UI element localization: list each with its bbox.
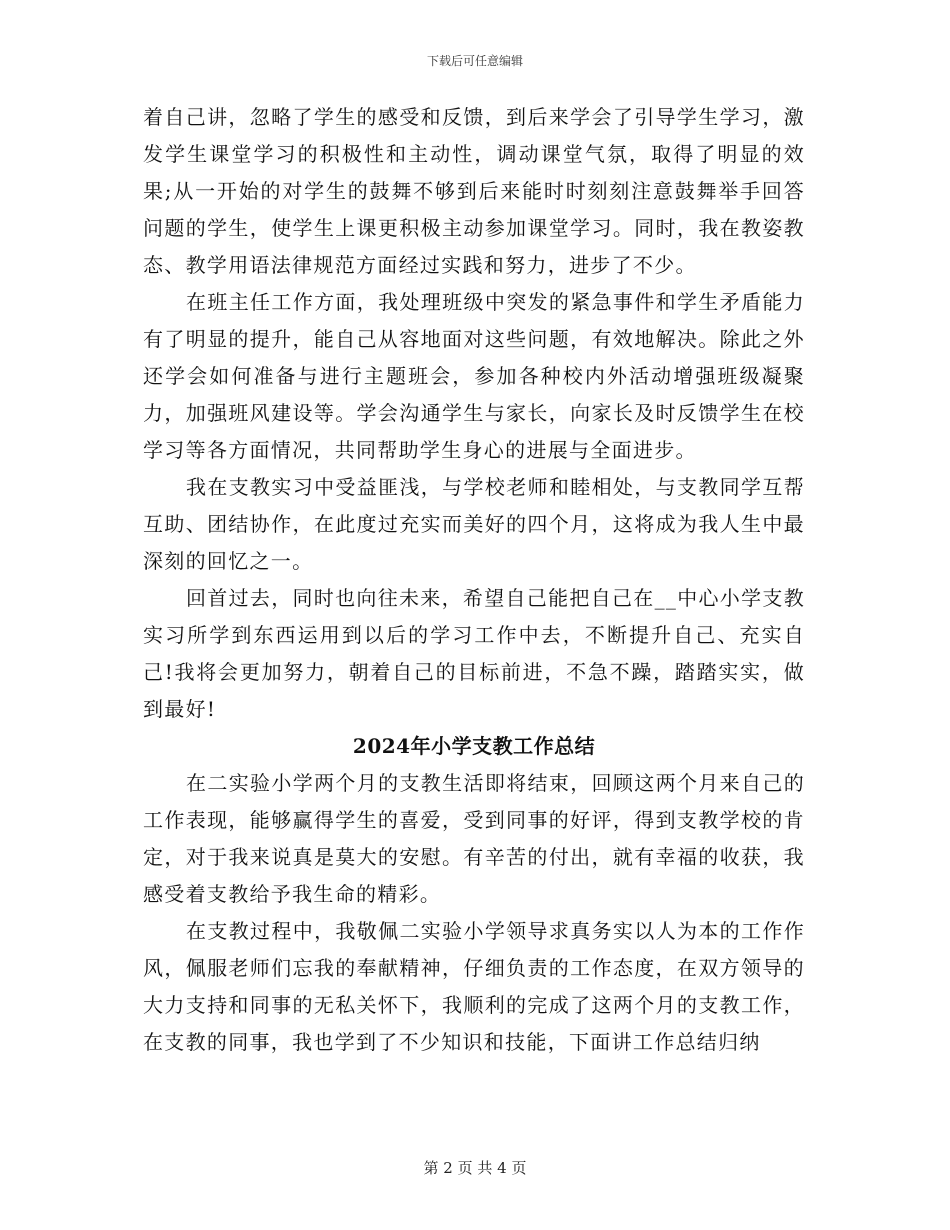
paragraph-process: 在支教过程中，我敬佩二实验小学领导求真务实以人为本的工作作风，佩服老师们忘我的奉献精神，仔细负责的工作态度，在双方领导的大力支持和同事的无私关怀下，我顺利的完成了这两个月的支教工作，在支教的同事，我也学到了不少知识和技能，下面讲工作总结归纳 xyxy=(143,919,805,1054)
paragraph-looking-forward: 回首过去，同时也向往未来，希望自己能把自己在__中心小学支教实习所学到东西运用到以后的学习工作中去，不断提升自己、充实自己!我将会更加努力，朝着自己的目标前进，不急不躁，踏踏实实，做到最好! xyxy=(143,586,805,721)
page-header-note: 下载后可任意编辑 xyxy=(426,54,523,68)
document-body xyxy=(143,99,805,1061)
paragraph-benefits: 我在支教实习中受益匪浅，与学校老师和睦相处，与支教同学互帮互助、团结协作，在此度过充实而美好的四个月，这将成为我人生中最深刻的回忆之一。 xyxy=(143,475,805,573)
paragraph-class-teacher-work: 在班主任工作方面，我处理班级中突发的紧急事件和学生矛盾能力有了明显的提升，能自己从容地面对这些问题，有效地解决。除此之外还学会如何准备与进行主题班会，参加各种校内外活动增强班级凝聚力，加强班风建设等。学会沟通学生与家长，向家长及时反馈学生在校学习等各方面情况，共同帮助学生身心的进展与全面进步。 xyxy=(143,290,805,462)
section-title: 2024年小学支教工作总结 xyxy=(352,734,596,758)
page-number-footer: 第 2 页 共 4 页 xyxy=(423,1159,527,1177)
paragraph-continuation: 着自己讲，忽略了学生的感受和反馈，到后来学会了引导学生学习，激发学生课堂学习的积极性和主动性，调动课堂气氛，取得了明显的效果;从一开始的对学生的鼓舞不够到后来能时时刻刻注意鼓舞举手回答问题的学生，使学生上课更积极主动参加课堂学习。同时，我在教姿教态、教学用语法律规范方面经过实践和努力，进步了不少。 xyxy=(143,105,805,277)
paragraph-intro: 在二实验小学两个月的支教生活即将结束，回顾这两个月来自己的工作表现，能够赢得学生的喜爱，受到同事的好评，得到支教学校的肯定，对于我来说真是莫大的安慰。有辛苦的付出，就有幸福的收获，我感受着支教给予我生命的精彩。 xyxy=(143,771,805,906)
